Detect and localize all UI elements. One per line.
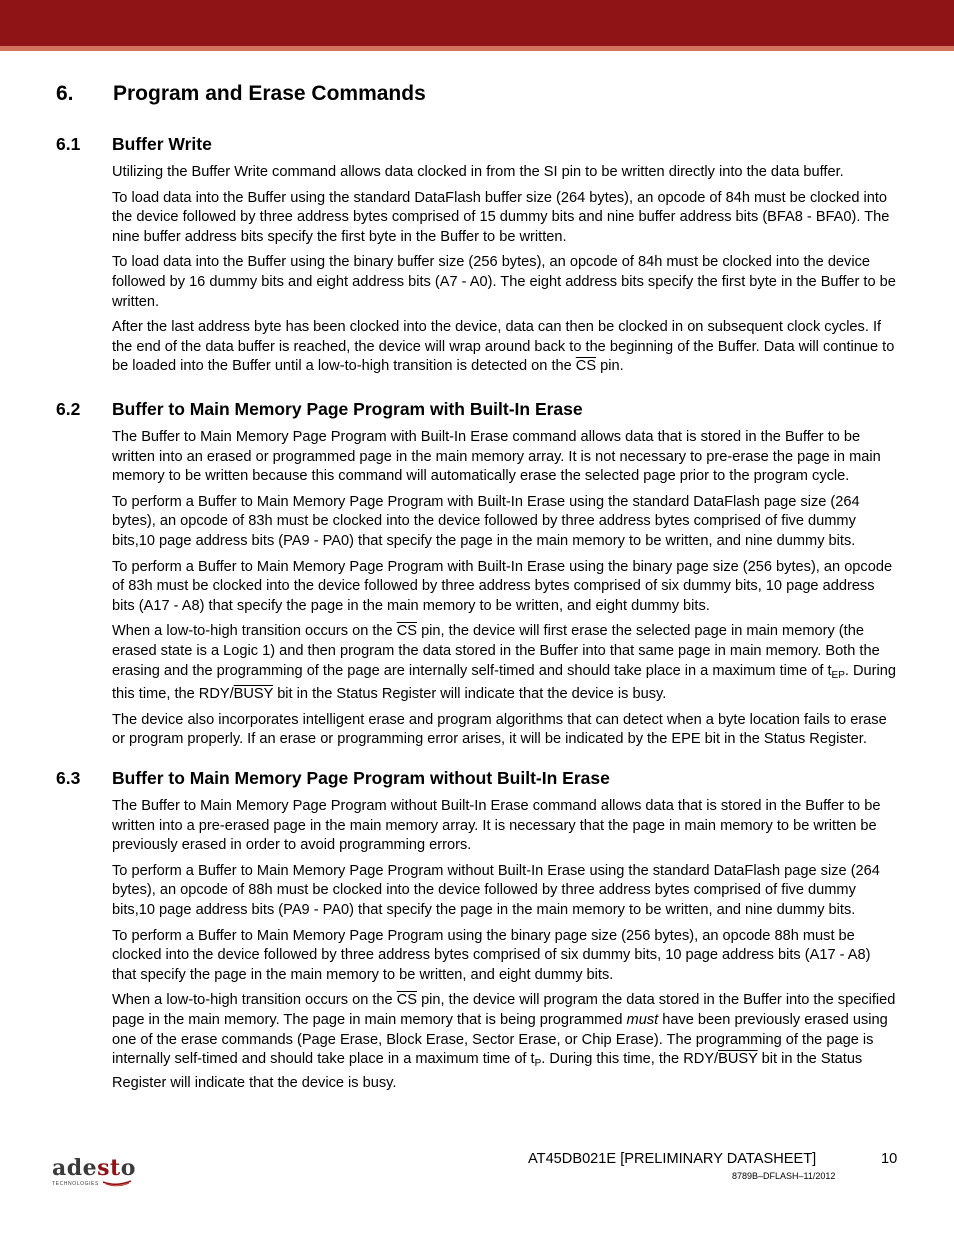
text-run: bit in the Status Register will indicate that the device is busy.	[273, 686, 667, 703]
footer-doc-title: AT45DB021E [PRELIMINARY DATASHEET]	[528, 1151, 817, 1167]
adesto-logo	[52, 1157, 136, 1189]
paragraph: To perform a Buffer to Main Memory Page Program with Built-In Erase using the standard DataFlash page size (264 bytes), an opcode of 83h must be clocked into the device followed by three address bytes comprised of five dummy bits,10 page address bits (PA9 - PA0) that specify the page in the main memory to be written, and nine dummy bits.	[112, 493, 860, 549]
logo-text: ade	[52, 1155, 98, 1181]
paragraph: To perform a Buffer to Main Memory Page Program without Built-In Erase using the standard DataFlash page size (264 bytes), an opcode of 88h must be clocked into the device followed by three address bytes comprised of five dummy bits,10 page address bits (PA9 - PA0) that specify the page in the main memory to be written, and nine dummy bits.	[112, 862, 880, 918]
text-run: pin.	[596, 358, 624, 375]
text-run: have been previously erased using one of the erase commands (Page Erase, Block Erase, Sector Erase, or Chip Erase). The programming of the page is internally self-timed and should take place in a maximum time of t	[112, 1011, 888, 1068]
busy-signal: BUSY	[233, 686, 274, 703]
section-title: Buffer Write	[112, 134, 212, 154]
section-heading	[56, 768, 898, 789]
text-run: After the last address byte has been clocked into the device, data can then be clocked in on subsequent clock cycles. If the end of the data buffer is reached, the device will wrap around back to the beginning of the Buffer. Data will continue to be loaded into the Buffer until a low-to-high transition is detected on the	[112, 319, 895, 375]
header-bar	[0, 0, 954, 46]
logo-text: st	[97, 1155, 121, 1181]
paragraph: The Buffer to Main Memory Page Program with Built-In Erase command allows data that is stored in the Buffer to be written into an erased or programmed page in the main memory array. It is not necessary to pre-erase the page in main memory to be written because this command will automatically erase the selected page prior to the program cycle.	[112, 429, 881, 485]
chapter-title: Program and Erase Commands	[113, 82, 426, 105]
section-title: Buffer to Main Memory Page Program without Built-In Erase	[112, 768, 610, 788]
text-run: pin, the device will first erase the selected page in main memory (the erased state is a Logic 1) and then program the data stored in the Buffer into that same page in main memory. Both the erasing and the programming of the page are internally self-timed and should take place in a maximum time of t	[112, 623, 880, 679]
section-number: 6.1	[56, 134, 81, 154]
section-heading	[56, 399, 898, 420]
paragraph: To perform a Buffer to Main Memory Page Program with Built-In Erase using the binary page size (256 bytes), an opcode of 83h must be clocked into the device followed by three address bytes comprised of six dummy bits, 10 page address bits (A17 - A8) that specify the page in the main memory to be written, and eight dummy bits.	[112, 558, 893, 614]
text-run: When a low-to-high transition occurs on the	[112, 992, 397, 1009]
subscript: EP	[831, 669, 845, 681]
paragraph: The device also incorporates intelligent erase and program algorithms that can detect when a byte location fails to erase or program properly. If an erase or programming error arises, it will be indicated by the EPE bit in the Status Register.	[112, 711, 887, 748]
paragraph: The Buffer to Main Memory Page Program without Built-In Erase command allows data that is stored in the Buffer to be written into a pre-erased page in the main memory array. It is necessary that the page in main memory to be written be previously erased in order to avoid programming errors.	[112, 798, 881, 854]
page-number: 10	[881, 1151, 898, 1167]
chapter-heading	[56, 82, 426, 106]
logo-text: o	[120, 1155, 136, 1181]
paragraph	[112, 622, 898, 704]
paragraph: Utilizing the Buffer Write command allows data clocked in from the SI pin to be written directly into the data buffer.	[112, 164, 844, 180]
logo-subtitle: TECHNOLOGIES	[52, 1181, 99, 1187]
section-6-2	[56, 399, 898, 756]
chapter-number: 6.	[56, 82, 74, 105]
text-run: bit in the Status Register will indicate that the device is busy.	[112, 1051, 863, 1091]
section-title: Buffer to Main Memory Page Program with Built-In Erase	[112, 399, 583, 419]
header-accent-line	[0, 46, 954, 51]
logo-wordmark	[52, 1157, 136, 1179]
text-run: . During this time, the RDY/	[112, 662, 896, 703]
cs-signal: $\overline{CS}$	[575, 358, 597, 375]
paragraph: To load data into the Buffer using the binary buffer size (256 bytes), an opcode of 84h must be clocked into the device followed by 16 dummy bits and eight address bits (A7 - A0). The eight address bits specify the first byte in the Buffer to be written.	[112, 254, 896, 310]
text-run: . During this time, the RDY/	[541, 1051, 719, 1068]
paragraph	[112, 318, 898, 377]
emphasis: must	[626, 1011, 659, 1028]
cs-signal: $\overline{CS}$	[396, 623, 418, 640]
paragraph	[112, 991, 898, 1093]
section-number: 6.2	[56, 399, 81, 419]
paragraph: To perform a Buffer to Main Memory Page Program using the binary page size (256 bytes), an opcode 88h must be clocked into the device followed by three address bytes comprised of six dummy bits, 10 page address bits (A17 - A8) that specify the page in the main memory to be written, and eight dummy bits.	[112, 927, 871, 983]
section-6-1	[56, 134, 898, 383]
footer-doc-number: 8789B–DFLASH–11/2012	[732, 1171, 836, 1181]
paragraph: To load data into the Buffer using the standard DataFlash buffer size (264 bytes), an opcode of 84h must be clocked into the device followed by three address bytes comprised of 15 dummy bits and nine buffer address bits (BFA8 - BFA0). The nine buffer address bits specify the first byte in the Buffer to be written.	[112, 189, 890, 245]
section-6-3	[56, 768, 898, 1099]
logo-swoosh-icon	[102, 1177, 132, 1187]
subscript: P	[534, 1058, 542, 1070]
section-number: 6.3	[56, 768, 81, 788]
section-heading	[56, 134, 898, 155]
busy-signal: BUSY	[718, 1051, 758, 1068]
cs-signal: $\overline{CS}$	[396, 992, 418, 1009]
text-run: When a low-to-high transition occurs on the	[112, 623, 397, 640]
text-run: pin, the device will program the data stored in the Buffer into the specified page in the main memory. The page in main memory that is being programmed	[112, 992, 896, 1028]
